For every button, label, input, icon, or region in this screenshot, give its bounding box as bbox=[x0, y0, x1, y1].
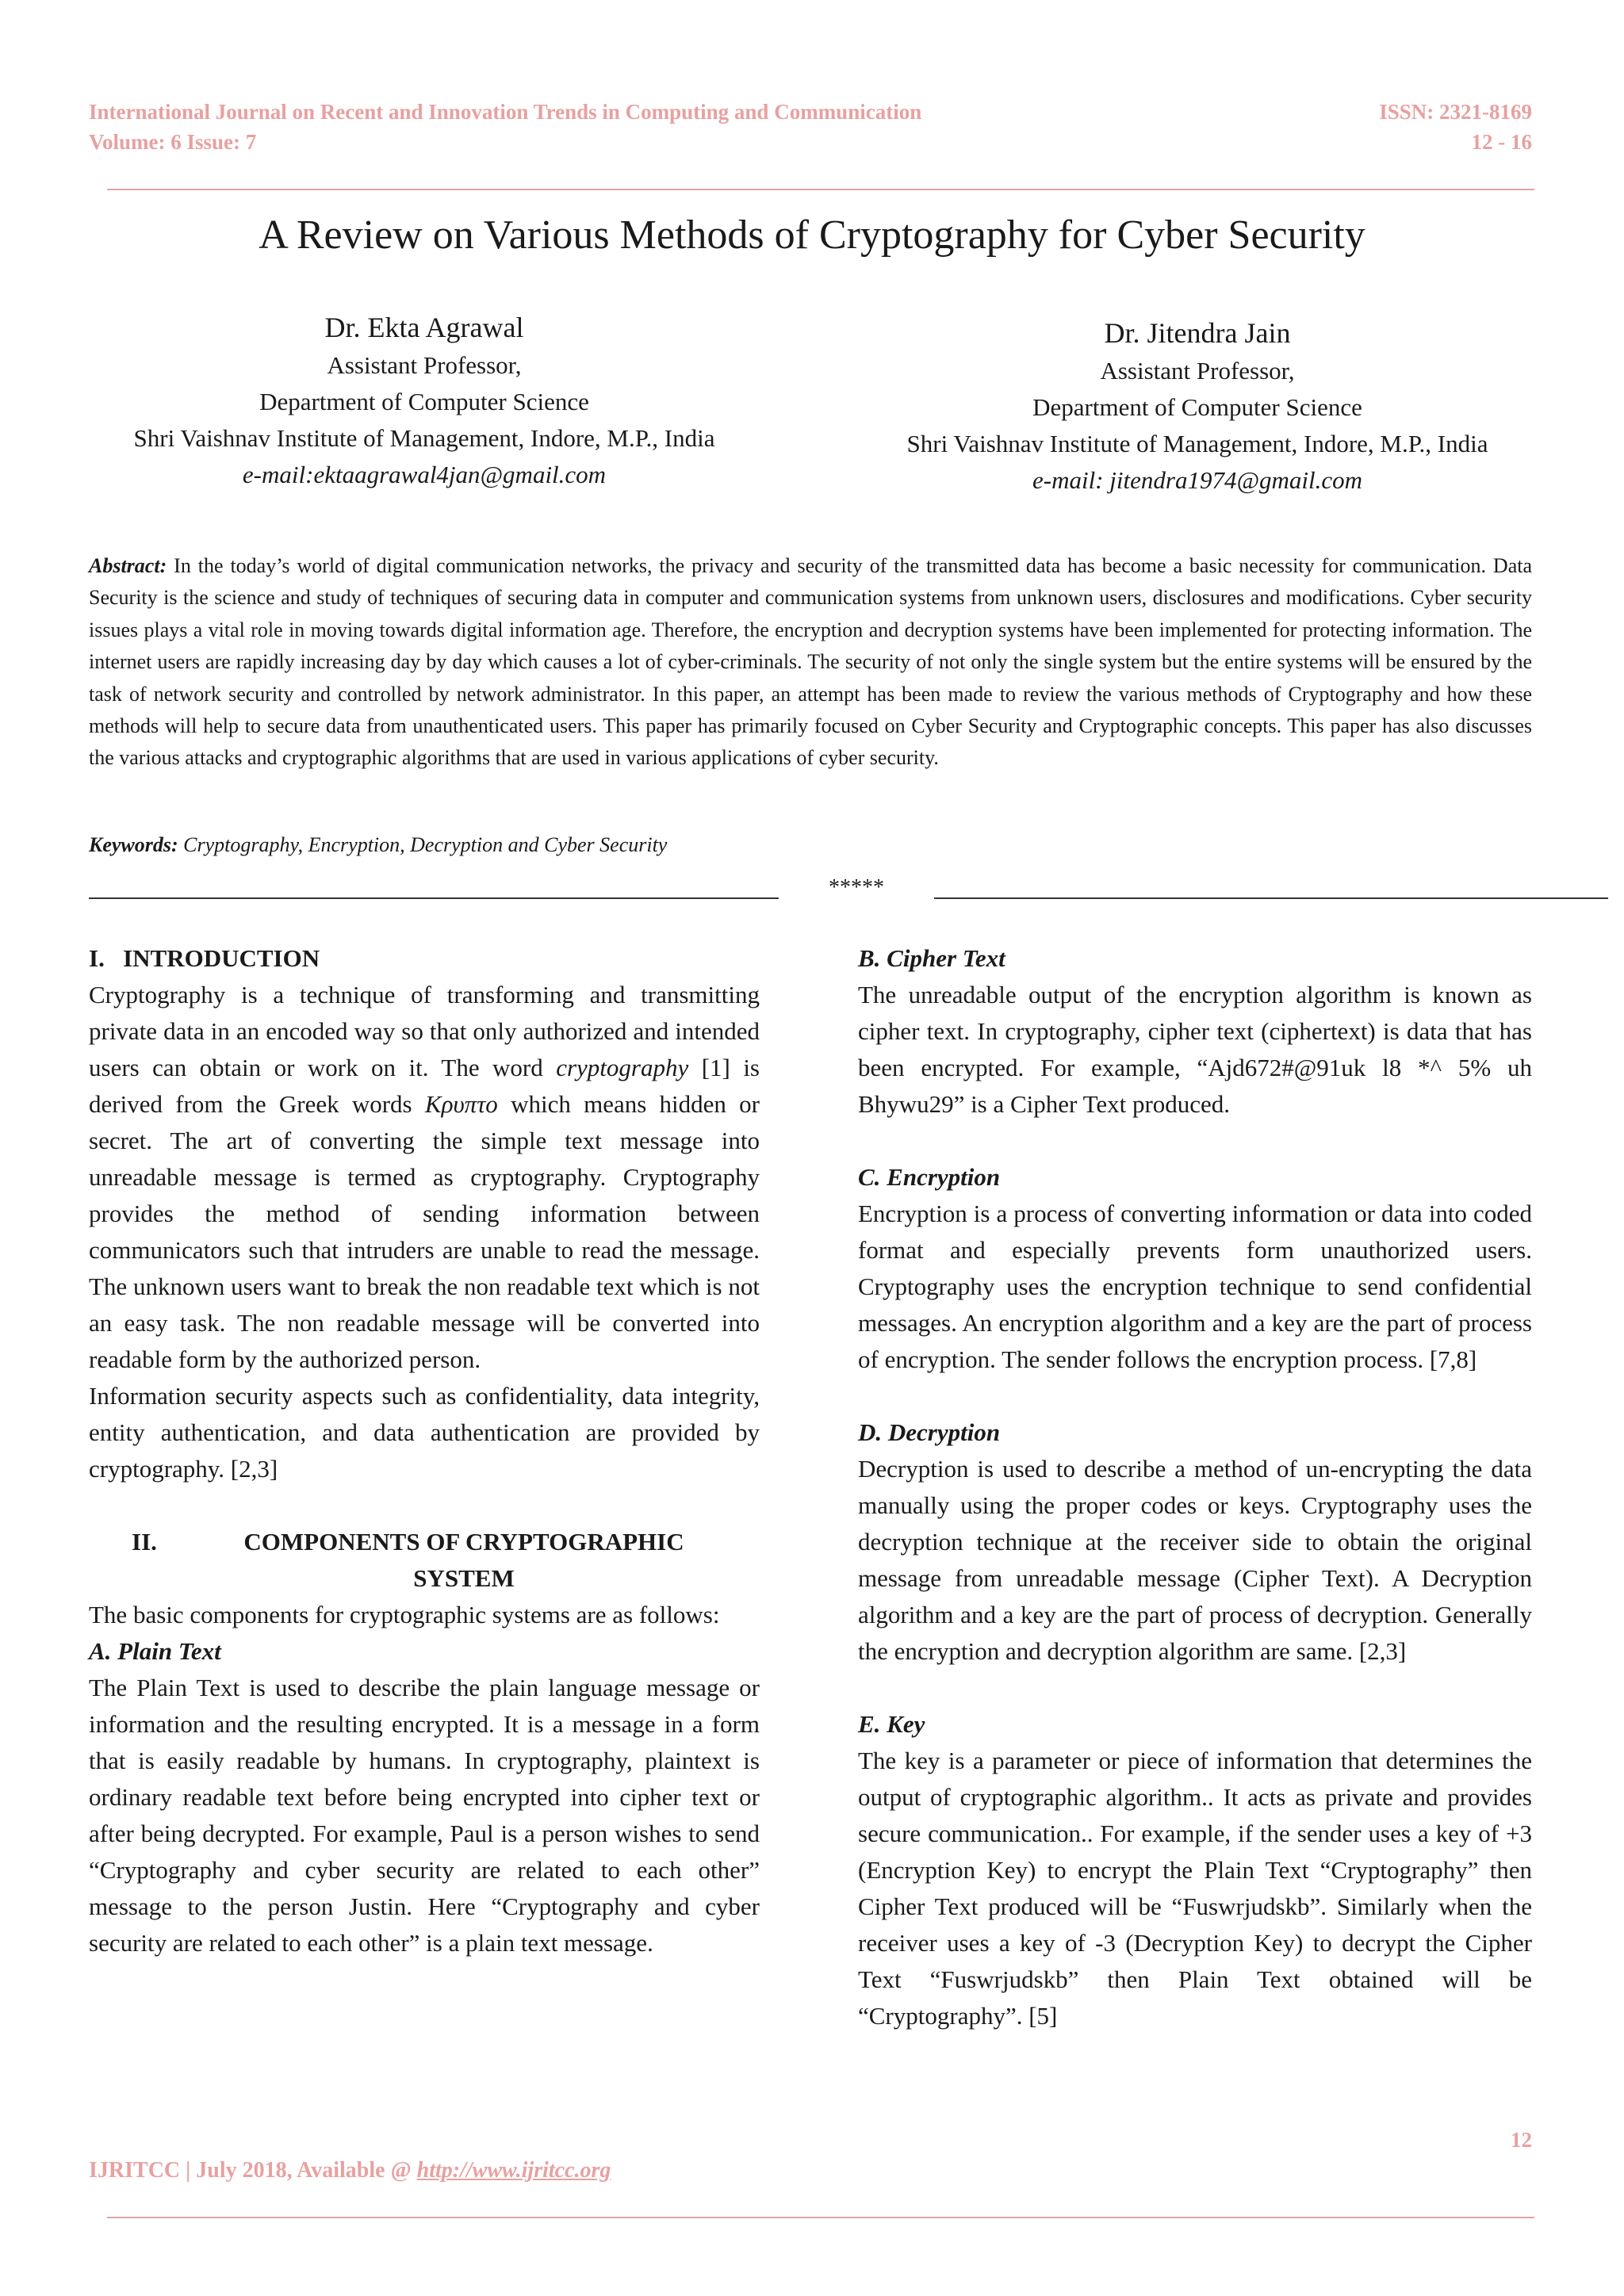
author-position: Assistant Professor, bbox=[327, 351, 522, 379]
section-heading-introduction: I. INTRODUCTION bbox=[89, 944, 320, 972]
author-email: e-mail:ektaagrawal4jan@gmail.com bbox=[242, 461, 607, 488]
decryption-paragraph: Decryption is used to describe a method of un-encrypting the data manually using the proper codes or keys. Cryptography uses the decryption technique at the receiver side to obtain the original message from unreadable message (Cipher Text). A Decryption algorithm and a key are the part of process of decryption. Generally the encryption and decryption algorithm are same. [2,3] bbox=[858, 1455, 1532, 1665]
header-rule bbox=[107, 189, 1534, 190]
author-name: Dr. Ekta Agrawal bbox=[324, 312, 524, 343]
author-institute: Shri Vaishnav Institute of Management, Indore, M.P., India bbox=[906, 430, 1488, 457]
section-number: II. bbox=[132, 1528, 157, 1556]
plain-text-paragraph: The Plain Text is used to describe the plain language message or information and the resulting encrypted. It is a message in a form that is easily readable by humans. In cryptography, plaintext is ordinary readable text before being encrypted into cipher text or after being decrypted. For example, Paul is a person wishes to send “Cryptography and cyber security are related to each other” message to the person Justin. Here “Cryptography and cyber security are related to each other” is a plain text message. bbox=[89, 1674, 760, 1957]
author-institute: Shri Vaishnav Institute of Management, Indore, M.P., India bbox=[133, 424, 715, 452]
subsection-heading-plain-text: A. Plain Text bbox=[89, 1637, 221, 1665]
encryption-paragraph: Encryption is a process of converting information or data into coded format and especially prevents form unauthorized users. Cryptography uses the encryption technique to send confidential messages. An encryption algorithm and a key are the part of process of encryption. The sender follows the encryption process. [7,8] bbox=[858, 1200, 1532, 1373]
author-block-1 bbox=[79, 308, 769, 493]
subsection-heading-encryption: C. Encryption bbox=[858, 1163, 1001, 1191]
abstract-label: Abstract: bbox=[89, 554, 167, 577]
author-department: Department of Computer Science bbox=[1032, 393, 1362, 421]
author-position: Assistant Professor, bbox=[1100, 357, 1295, 385]
author-block-2 bbox=[841, 313, 1554, 499]
running-header-left bbox=[89, 97, 921, 157]
footer-link[interactable]: http://www.ijritcc.org bbox=[416, 2158, 611, 2183]
intro-text: [1] is derived from the Greek words bbox=[89, 1054, 760, 1118]
keywords bbox=[89, 829, 667, 861]
author-department: Department of Computer Science bbox=[259, 388, 589, 415]
page-number: 12 bbox=[1511, 2128, 1532, 2152]
journal-name: International Journal on Recent and Innovation Trends in Computing and Communication bbox=[89, 100, 922, 124]
footer-rule bbox=[107, 2217, 1534, 2218]
intro-text: which means hidden or secret. The art of converting the simple text message into unreadable message is termed as cryptography. Cryptography provides the method of sending information between communicators such that intruders are unable to read the message. The unknown users want to break the non readable text which is not an easy task. The non readable message will be converted into readable form by the authorized person. bbox=[89, 1090, 760, 1373]
abstract bbox=[89, 550, 1532, 775]
page-range: 12 - 16 bbox=[1471, 130, 1532, 154]
volume-issue: Volume: 6 Issue: 7 bbox=[89, 130, 257, 154]
separator-row bbox=[89, 871, 1522, 905]
intro-paragraph-2: Information security aspects such as confidentiality, data integrity, entity authentication, and data authentication are provided by cryptography. [2,3] bbox=[89, 1382, 760, 1483]
author-name: Dr. Jitendra Jain bbox=[1104, 317, 1291, 349]
issn: ISSN: 2321-8169 bbox=[1379, 100, 1532, 124]
right-column bbox=[858, 940, 1532, 2034]
separator-line-left bbox=[89, 897, 779, 899]
cipher-text-paragraph: The unreadable output of the encryption algorithm is known as cipher text. In cryptography, cipher text (ciphertext) is data that has been encrypted. For example, “Ajd672#@91uk l8 *^ 5% uh Bhywu29” is a Cipher Text produced. bbox=[858, 981, 1532, 1118]
author-email: e-mail: jitendra1974@gmail.com bbox=[1032, 466, 1362, 494]
intro-paragraph-1 bbox=[89, 977, 760, 1378]
running-header-right bbox=[1379, 97, 1532, 157]
components-intro: The basic components for cryptographic systems are as follows: bbox=[89, 1601, 720, 1628]
intro-term: cryptography bbox=[556, 1054, 689, 1081]
section-heading-components bbox=[89, 1524, 760, 1597]
separator-line-right bbox=[934, 897, 1608, 899]
abstract-text: In the today’s world of digital communication networks, the privacy and security of the transmitted data has become a basic necessity for communication. Data Security is the science and study of techniques of securing data in computer and communication systems from unknown users, disclosures and modifications. Cyber security issues plays a vital role in moving towards digital information age. Therefore, the encryption and decryption systems have been implemented for protecting information. The internet users are rapidly increasing day by day which causes a lot of cyber-criminals. The security of not only the single system but the entire systems will be ensured by the task of network security and controlled by network administrator. In this paper, an attempt has been made to review the various methods of Cryptography and how these methods will help to secure data from unauthenticated users. This paper has primarily focused on Cyber Security and Cryptographic concepts. This paper has also discusses the various attacks and cryptographic algorithms that are used in various applications of cyber security. bbox=[89, 554, 1532, 770]
key-paragraph: The key is a parameter or piece of information that determines the output of cryptographic algorithm.. It acts as private and provides secure communication.. For example, if the sender uses a key of +3 (Encryption Key) to encrypt the Plain Text “Cryptography” then Cipher Text produced will be “Fuswrjudskb”. Similarly when the receiver uses a key of -3 (Decryption Key) to decrypt the Cipher Text “Fuswrjudskb” then Plain Text obtained will be “Cryptography”. [5] bbox=[858, 1747, 1532, 2030]
greek-word: Kρυπτο bbox=[424, 1090, 498, 1118]
intro-text: Cryptography is a technique of transforming and transmitting private data in an encoded way so that only authorized and intended users can obtain or work on it. The word bbox=[89, 981, 760, 1081]
footer-text: IJRITCC | July 2018, Available @ bbox=[89, 2158, 417, 2183]
subsection-heading-key: E. Key bbox=[858, 1710, 925, 1738]
paper-title: A Review on Various Methods of Cryptography for Cyber Security bbox=[259, 212, 1365, 258]
footer bbox=[89, 2158, 611, 2183]
left-column bbox=[89, 940, 760, 1961]
keywords-text: Cryptography, Encryption, Decryption and Cyber Security bbox=[183, 833, 668, 856]
keywords-label: Keywords: bbox=[89, 833, 178, 856]
subsection-heading-decryption: D. Decryption bbox=[858, 1418, 1001, 1446]
separator-stars: ***** bbox=[829, 875, 884, 900]
section-title: COMPONENTS OF CRYPTOGRAPHIC SYSTEM bbox=[243, 1528, 684, 1592]
subsection-heading-cipher-text: B. Cipher Text bbox=[858, 944, 1005, 972]
